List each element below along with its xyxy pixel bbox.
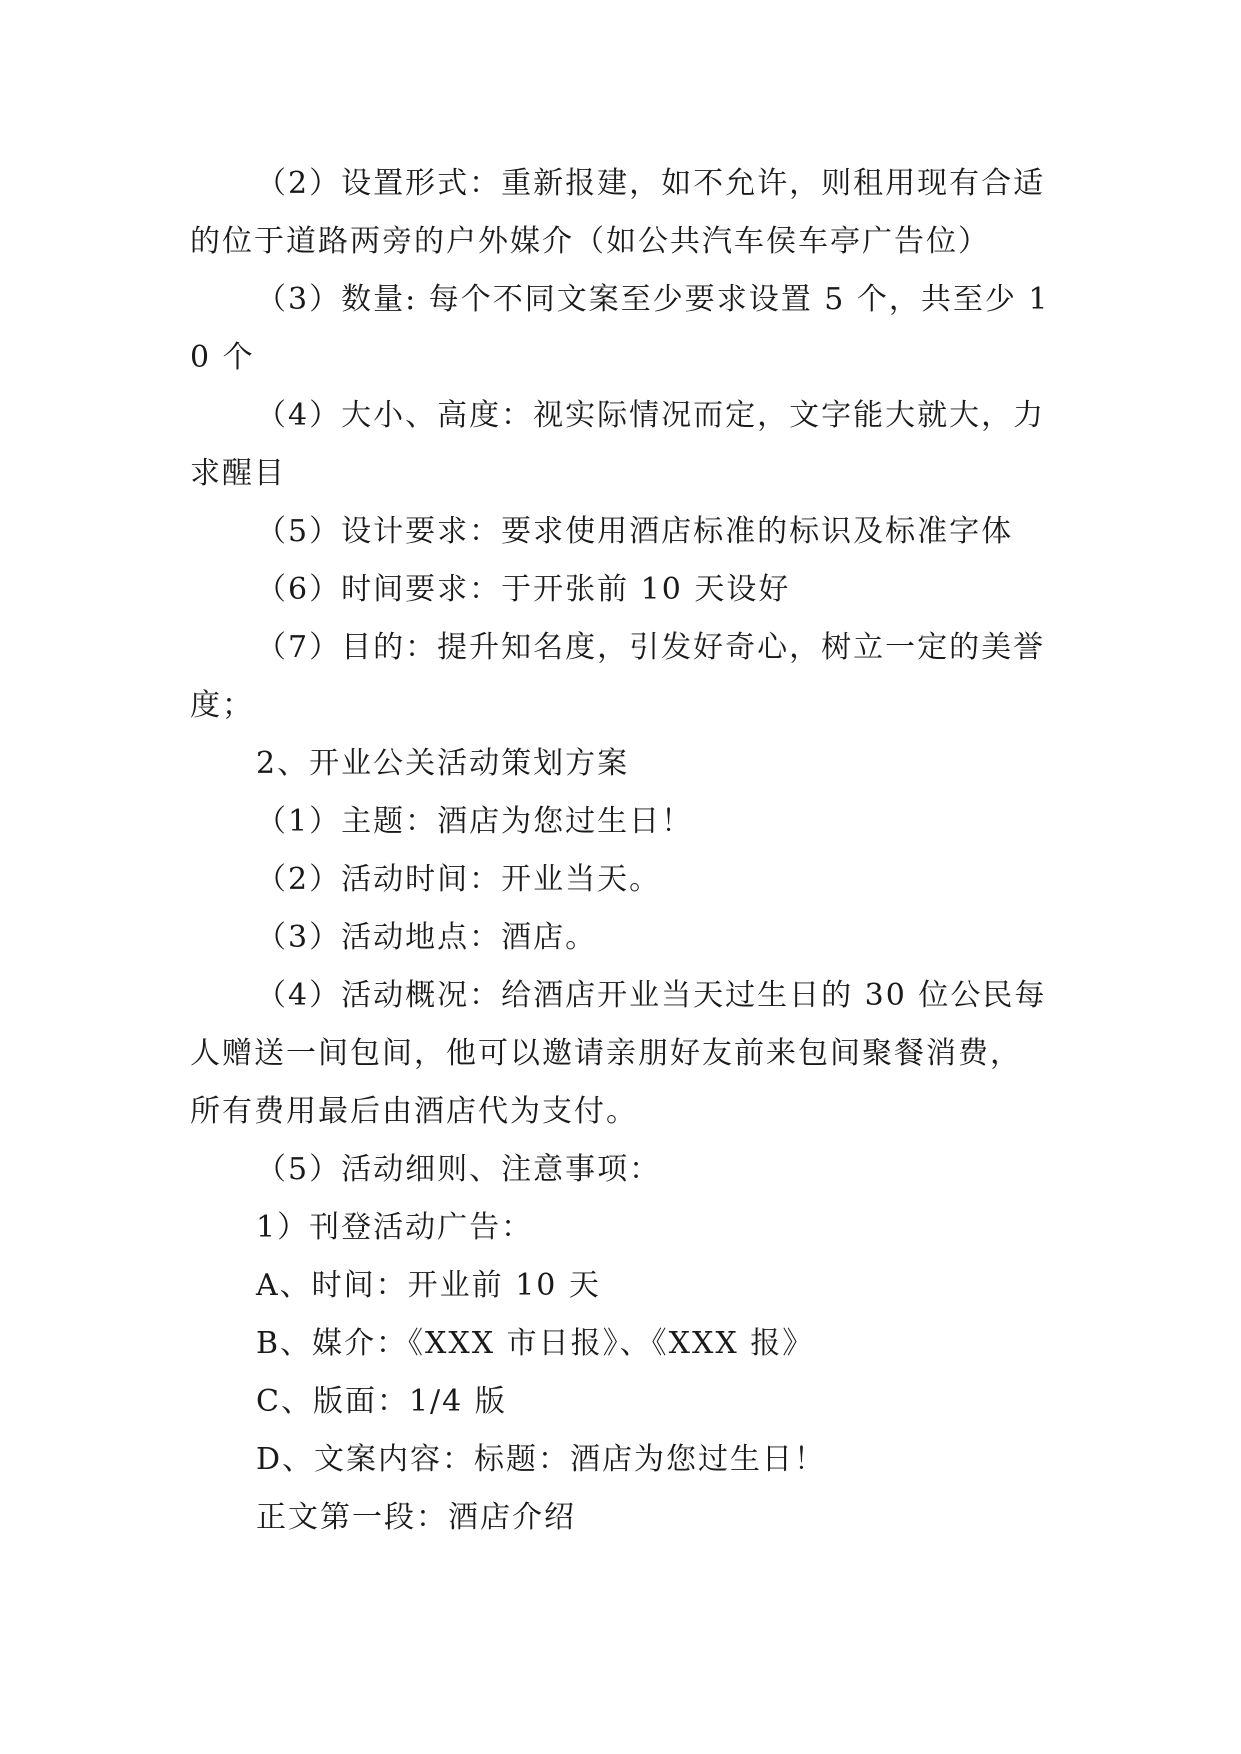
paragraph-setup-form: （2）设置形式：重新报建，如不允许，则租用现有合适的位于道路两旁的户外媒介（如公共汽车侯车亭广告位） — [190, 166, 1046, 259]
paragraph-event-overview: （4）活动概况：给酒店开业当天过生日的 30 位公民每人赠送一间包间，他可以邀请亲朋好友前来包间聚餐消费，所有费用最后由酒店代为支付。 — [190, 978, 1047, 1129]
list-item-ad-copy: D、文案内容：标题：酒店为您过生日！ — [256, 1442, 827, 1477]
paragraph-purpose: （7）目的：提升知名度，引发好奇心，树立一定的美誉度； — [190, 630, 1046, 723]
paragraph-event-location: （3）活动地点：酒店。 — [256, 920, 598, 955]
section-heading-pr-plan: 2、开业公关活动策划方案 — [256, 746, 630, 781]
list-item-publish-ad: 1）刊登活动广告： — [256, 1210, 534, 1245]
list-item-ad-layout: C、版面：1/4 版 — [256, 1384, 507, 1419]
paragraph-event-rules: （5）活动细则、注意事项： — [256, 1152, 662, 1187]
paragraph-size-height: （4）大小、高度：视实际情况而定，文字能大就大，力求醒目 — [190, 398, 1046, 491]
document-body — [190, 155, 1050, 1547]
paragraph-theme: （1）主题：酒店为您过生日！ — [256, 804, 694, 839]
paragraph-design-requirement: （5）设计要求：要求使用酒店标准的标识及标准字体 — [256, 514, 1014, 549]
paragraph-quantity: （3）数量: 每个不同文案至少要求设置 5 个，共至少 10 个 — [190, 282, 1050, 375]
paragraph-time-requirement: （6）时间要求：于开张前 10 天设好 — [256, 572, 791, 607]
list-item-body-first-paragraph: 正文第一段：酒店介绍 — [256, 1500, 576, 1535]
paragraph-event-time: （2）活动时间：开业当天。 — [256, 862, 662, 897]
list-item-ad-media: B、媒介：《XXX 市日报》、《XXX 报》 — [256, 1326, 815, 1361]
list-item-ad-time: A、时间：开业前 10 天 — [256, 1268, 601, 1303]
